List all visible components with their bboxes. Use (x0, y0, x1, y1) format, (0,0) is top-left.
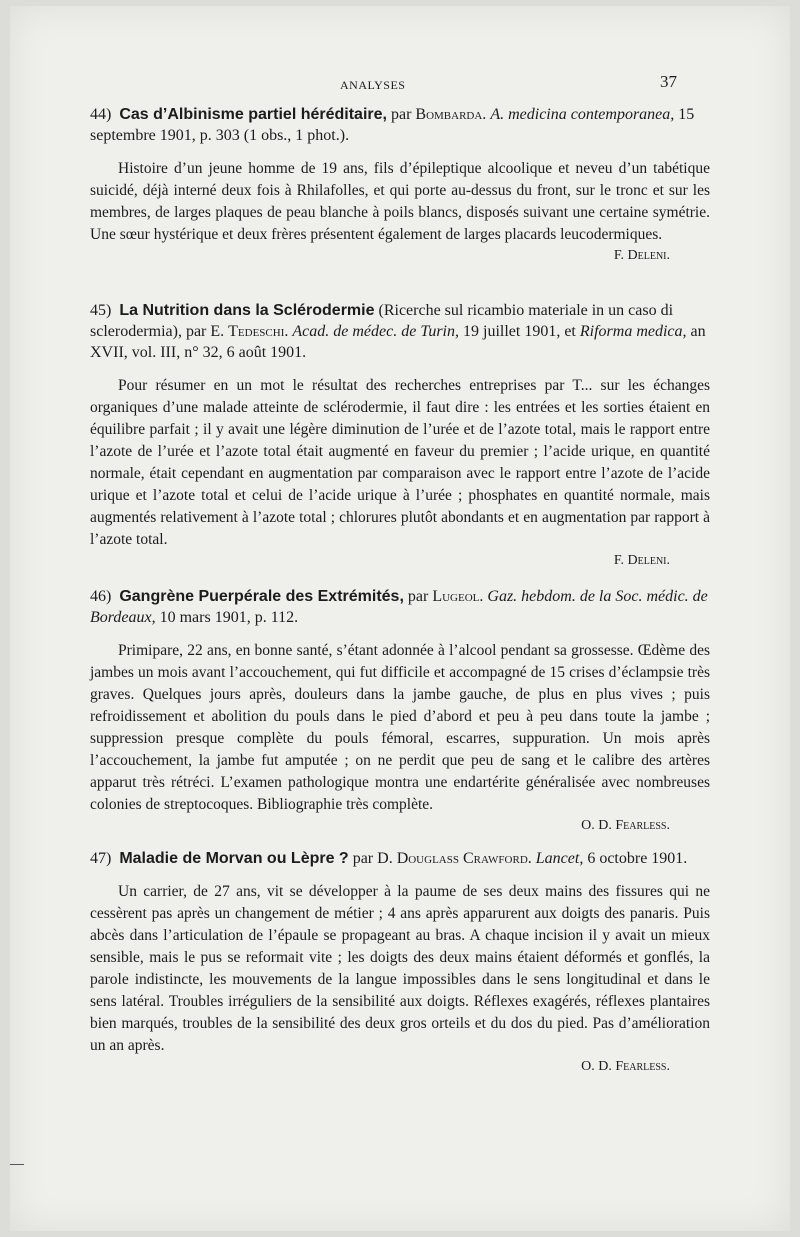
entry-heading (90, 104, 710, 146)
entry-heading (90, 300, 710, 363)
abstract-46 (90, 586, 710, 836)
entry-reference: 10 mars 1901, p. 112. (159, 609, 299, 626)
entry-title: La Nutrition dans la Sclérodermie (119, 302, 375, 319)
entry-body: Histoire d’un jeune homme de 19 ans, fils d’épileptique alcoolique et neveu d’un tabétique suicidé, déjà interné deux fois à Rhilafolles, et qui porte au-dessus du front, sur le tronc et sur les membres, de larges plaques de peau blanche à poils blancs, disposés suivant une certaine symétrie. Une sœur hystérique et deux frères présentent également de larges placards leucodermiques. (90, 160, 710, 243)
entry-journal: Lancet, (535, 850, 584, 867)
entry-number: 47) (90, 850, 112, 867)
entry-number: 46) (90, 588, 112, 605)
entry-reference-secondary: an XVII, vol. III, n° 32, 6 août 1901. (90, 323, 706, 361)
entry-reference: 15 septembre 1901, p. 303 (1 obs., 1 phot.). (90, 106, 695, 144)
running-title: ANALYSES (340, 78, 406, 92)
entry-signature: O. D. Fearless. (581, 1059, 670, 1074)
entry-body: Un carrier, de 27 ans, vit se développer à la paume de ses deux mains des fissures qui ne cessèrent pas après un changement de métier ; 4 ans après apparurent aux doigts des panaris. Puis abcès dans l’articulation de l’épaule se propageant au bras. A chaque incision il y avait un mieux sensible, mais le pus se reformait vite ; les doigts des deux mains étaient déformés et gonflés, la parole indistincte, les mouvements de la langue impossibles dans le sens longitudinal et dans le sens latéral. Troubles irréguliers de la sensibilité aux doigts. Réflexes exagérés, réflexes plantaires bien marqués, troubles de la sensibilité des deux gros orteils et du dos du pied. Pas d’amélioration un an après. (90, 883, 710, 1054)
entry-number: 45) (90, 302, 112, 319)
entry-by: par (407, 588, 429, 605)
entry-signature: F. Deleni. (613, 553, 670, 568)
entry-subtitle: (Ricerche sul ricambio materiale in un caso di sclerodermia), par E. (90, 302, 674, 340)
entry-author: Tedeschi. (228, 323, 289, 340)
entry-journal: A. medicina contemporanea, (490, 106, 675, 123)
abstract-47 (90, 848, 710, 1077)
entry-author: Bombarda. (415, 106, 487, 123)
entry-body: Pour résumer en un mot le résultat des recherches entreprises par T... sur les échanges organiques d’une malade atteinte de sclérodermie, il faut dire : les entrées et les sorties étaient en équilibre parfait ; il y avait une légère diminution de l’urée et de l’azote total, mais le rapport entre l’azote de l’urée et l’azote total était augmenté en faveur du premier ; l’acide urique, en quantité normale, était cependant en augmentation par comparaison avec le rapport entre l’azote de l’acide urique et l’azote total et celui de l’acide urique à l’urée ; phosphates en quantité normale, mais augmentés relativement à l’azote total ; chlorures plutôt abondants et en augmentation par rapport à l’azote total. (90, 377, 710, 548)
entry-title: Gangrène Puerpérale des Extrémités, (119, 588, 404, 605)
entry-title: Maladie de Morvan ou Lèpre ? (119, 850, 349, 867)
page-header (10, 72, 790, 96)
abstract-44 (90, 104, 710, 266)
entry-journal-secondary: Riforma medica, (579, 323, 687, 340)
entry-author: Douglass Crawford. (396, 850, 532, 867)
entry-body: Primipare, 22 ans, en bonne santé, s’étant adonnée à l’alcool pendant sa grossesse. Œdème des jambes un mois avant l’accouchement, qui fut difficile et accompagné de 15 crises d’éclampsie très graves. Quelques jours après, douleurs dans la jambe gauche, de plus en plus vives ; puis refroidissement et abolition du pouls dans le pied d’abord et peu à peu dans toute la jambe ; suppression presque complète du pouls fémoral, escarres, suppuration. Un mois après l’accouchement, la jambe fut amputée ; on ne perdit que peu de sang et le calibre des artères apparut très rétréci. L’examen pathologique montra une endartérite généralisée avec nombreuses colonies de streptocoques. Bibliographie très complète. (90, 642, 710, 813)
scan-edge-mark (10, 1164, 24, 1165)
entry-author: Lugeol. (432, 588, 484, 605)
entry-number: 44) (90, 106, 112, 123)
entry-journal: Gaz. hebdom. de la Soc. médic. de Bordeaux, (90, 588, 708, 626)
entry-signature: F. Deleni. (613, 248, 670, 263)
entry-title: Cas d’Albinisme partiel héréditaire, (119, 106, 387, 123)
page-number: 37 (660, 72, 677, 91)
entry-signature: O. D. Fearless. (581, 818, 670, 833)
document-page (10, 6, 790, 1231)
entry-journal: Acad. de médec. de Turin, (292, 323, 459, 340)
entry-reference: 6 octobre 1901. (587, 850, 688, 867)
entry-heading (90, 586, 710, 628)
entry-reference: 19 juillet 1901, et (463, 323, 576, 340)
entry-heading (90, 848, 710, 869)
entry-by: par D. (352, 850, 393, 867)
abstract-45 (90, 300, 710, 571)
entry-by: par (390, 106, 412, 123)
